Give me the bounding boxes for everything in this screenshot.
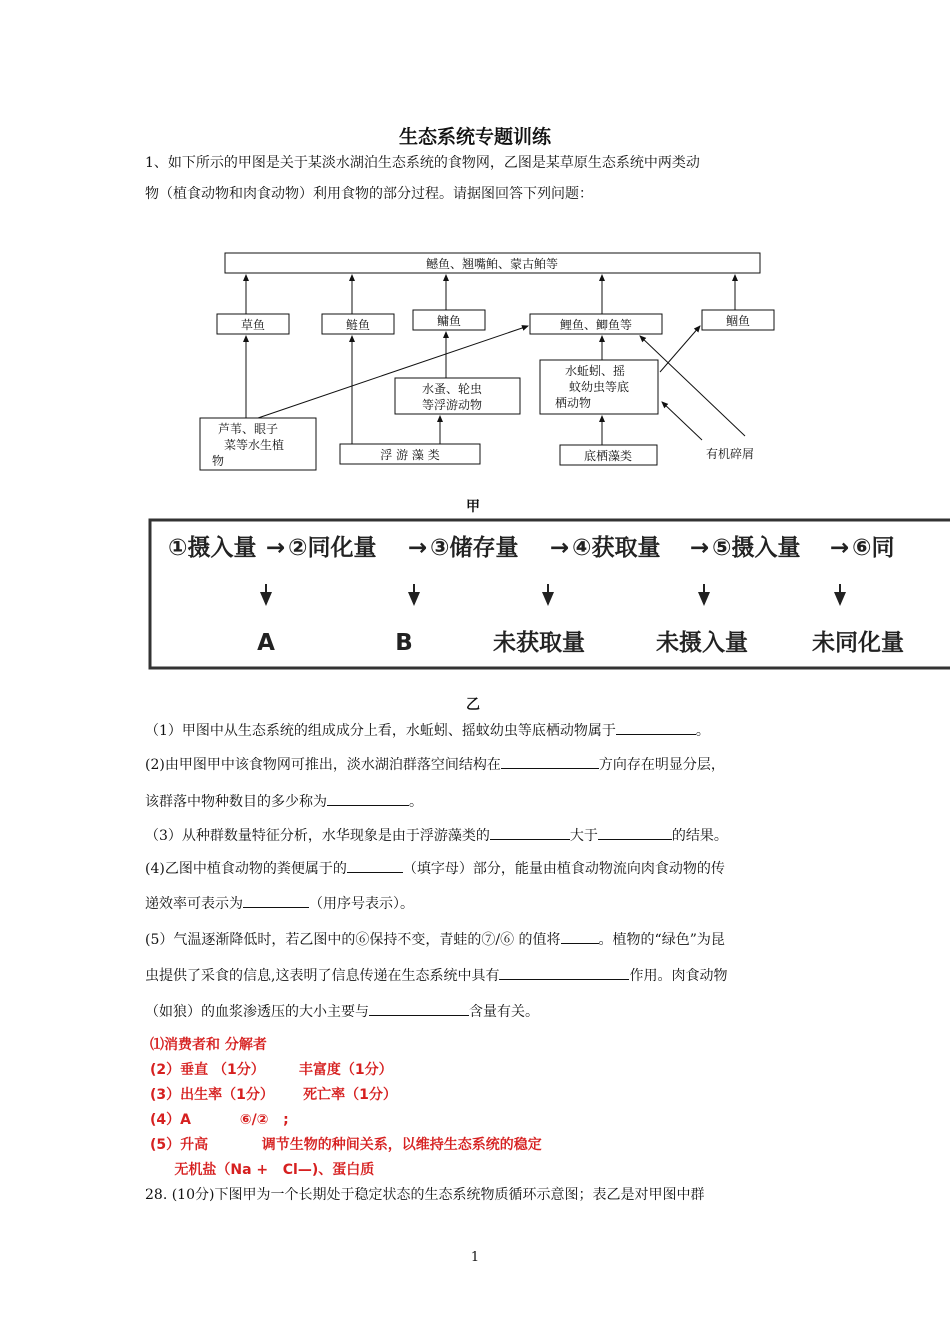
question-1-2-line2: 该群落中物种数目的多少称为 。 <box>145 790 815 812</box>
reeds-label-line2: 菜等水生植 <box>223 438 285 452</box>
detritus-label: 有机碎屑 <box>705 447 755 461</box>
question-1-3: （3）从种群数量特征分析，水华现象是由于浮游藻类的 大于 的结果。 <box>145 824 815 846</box>
question-1-5-line2: 虫提供了采食的信息,这表明了信息传递在生态系统中具有 作用。肉食动物 <box>145 964 815 986</box>
fish-label-4: 鲤鱼、鲫鱼等 <box>559 318 633 332</box>
question-1-5-line3: （如狼）的血浆渗透压的大小主要与 含量有关。 <box>145 1000 815 1022</box>
reeds-label-line1: 芦苇、眼子 <box>217 422 279 436</box>
fish-label-2: 鲢鱼 <box>345 318 371 332</box>
answer-3: (3）出生率（1分） 死亡率（1分） <box>150 1087 397 1103</box>
output-unassimilated: 未同化量 <box>812 630 904 656</box>
chain-item-3: ③储存量 <box>430 535 519 561</box>
answer-5-continued: 无机盐（Na + Cl—)、蛋白质 <box>150 1162 375 1178</box>
phytoplankton-label: 浮 游 藻 类 <box>380 448 440 462</box>
question-1-4-line2: 递效率可表示为 （用序号表示）。 <box>145 892 815 914</box>
answer-4: (4）A ⑥/② ; <box>150 1112 289 1128</box>
zooplankton-label-line1: 水蚤、轮虫 <box>421 382 483 396</box>
answer-2: (2）垂直 （1分） 丰富度（1分） <box>150 1062 393 1078</box>
benthic-animals-label-line1: 水蚯蚓、摇 <box>564 364 626 378</box>
chain-arrow-3: → <box>550 535 570 561</box>
chain-arrow-5: → <box>830 535 850 561</box>
fish-label-1: 草鱼 <box>240 318 266 332</box>
output-uneaten: 未摄入量 <box>656 630 748 656</box>
answer-5: (5）升高 调节生物的种间关系，以维持生态系统的稳定 <box>150 1137 542 1153</box>
figure-caption-jia: 甲 <box>466 499 480 515</box>
energy-flow-diagram <box>145 516 950 671</box>
fish-label-3: 鳙鱼 <box>436 314 462 328</box>
chain-arrow-4: → <box>690 535 710 561</box>
question-28-intro: 28. (10分)下图甲为一个长期处于稳定状态的生态系统物质循环示意图；表乙是对甲图中群 <box>145 1187 705 1203</box>
output-b: B <box>395 630 413 656</box>
predators-label: 鳡鱼、翘嘴鲌、蒙古鲌等 <box>425 257 559 271</box>
benthic-animals-label-line2: 蚊幼虫等底 <box>568 380 630 394</box>
question-1-1: （1）甲图中从生态系统的组成成分上看，水蚯蚓、摇蚊幼虫等底栖动物属于 。 <box>145 719 815 741</box>
page-number: 1 <box>470 1250 480 1265</box>
zooplankton-label-line2: 等浮游动物 <box>421 398 483 412</box>
output-unobtained: 未获取量 <box>493 630 585 656</box>
chain-item-5: ⑤摄入量 <box>712 535 801 561</box>
benthic-animals-label-line3: 栖动物 <box>554 396 592 410</box>
page-title: 生态系统专题训练 <box>398 126 551 148</box>
reeds-label-line3: 物 <box>211 454 225 468</box>
question-1-intro-line2: 物（植食动物和肉食动物）利用食物的部分过程。请据图回答下列问题： <box>145 186 593 202</box>
chain-item-2: ②同化量 <box>288 535 377 561</box>
question-1-5-line1: (5）气温逐渐降低时，若乙图中的⑥保持不变，青蛙的⑦/⑥ 的值将 。植物的“绿色”为昆 <box>145 928 815 950</box>
benthic-algae-label: 底栖藻类 <box>583 449 633 463</box>
chain-item-4: ④获取量 <box>572 535 661 561</box>
answer-1: ⑴消费者和 分解者 <box>150 1037 267 1053</box>
question-1-4-line1: (4)乙图中植食动物的粪便属于的 （填字母）部分，能量由植食动物流向肉食动物的传 <box>145 857 815 879</box>
fish-label-5: 鲴鱼 <box>725 314 751 328</box>
food-web-diagram <box>195 245 795 475</box>
figure-caption-yi: 乙 <box>466 697 480 713</box>
question-1-2-line1: (2)由甲图甲中该食物网可推出，淡水湖泊群落空间结构在 方向存在明显分层， <box>145 753 815 775</box>
chain-arrow-1: → <box>266 535 286 561</box>
chain-item-6: ⑥同 <box>852 535 895 561</box>
output-a: A <box>257 630 275 656</box>
question-1-intro-line1: 1、如下所示的甲图是关于某淡水湖泊生态系统的食物网，乙图是某草原生态系统中两类动 <box>145 155 700 171</box>
chain-arrow-2: → <box>408 535 428 561</box>
chain-item-1: ①摄入量 <box>168 535 257 561</box>
